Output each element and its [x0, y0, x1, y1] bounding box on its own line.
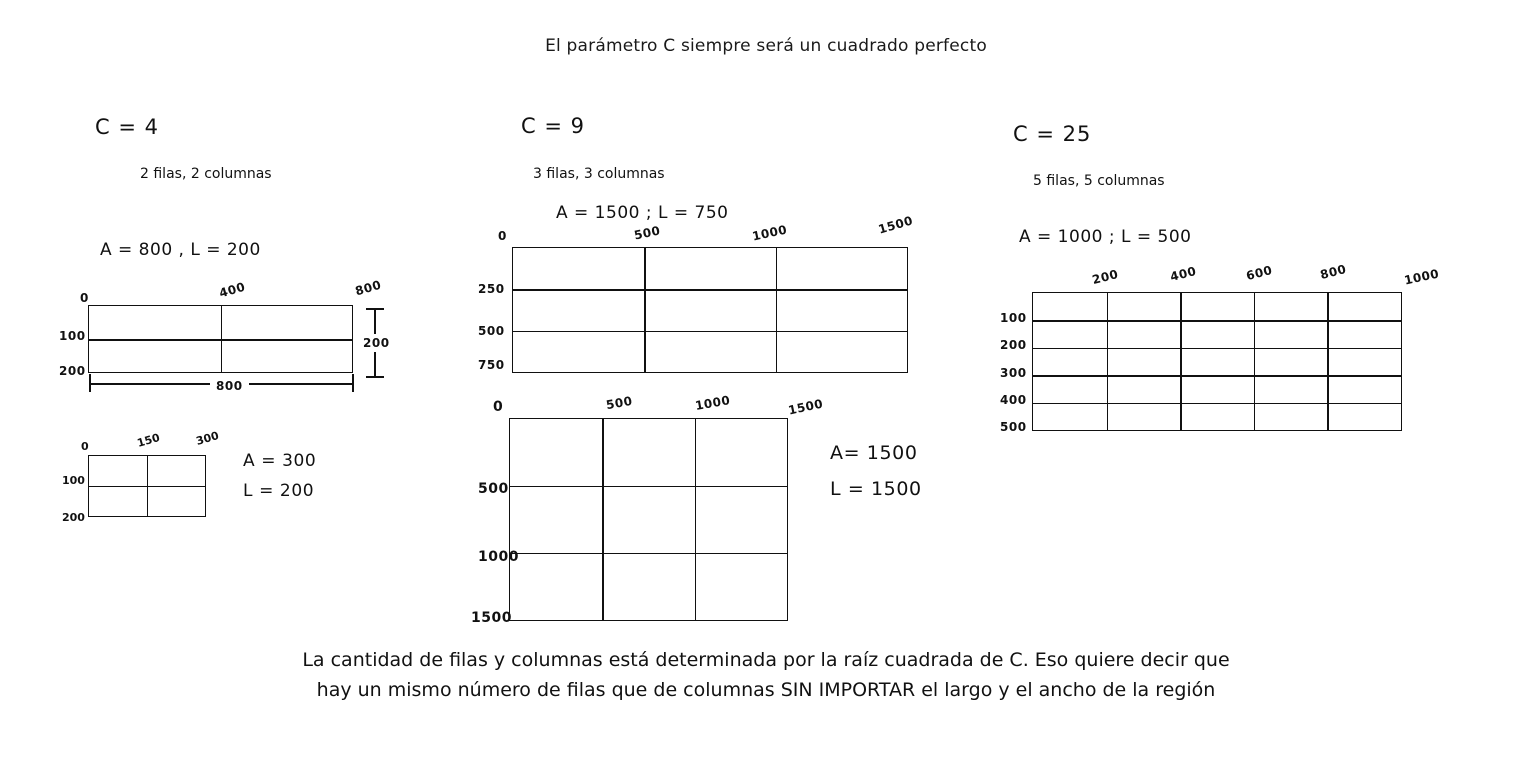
example-2-grid-2-xtick-1: 500 — [604, 393, 634, 413]
grid-hline — [510, 486, 787, 487]
example-2-grid-1-dims: A = 1500 ; L = 750 — [556, 203, 729, 223]
footer-line-1: La cantidad de filas y columnas está determinada por la raíz cuadrada de C. Eso quiere decir que — [302, 649, 1230, 671]
example-2-c-label: C = 9 — [521, 114, 585, 138]
example-2-grid-1-ytick-1: 250 — [478, 282, 505, 296]
height-bracket-cap-bottom — [366, 376, 384, 378]
example-3-grid-1-ytick-2: 300 — [1000, 366, 1027, 380]
example-1-grid-1-height-annotation: 200 — [363, 336, 390, 350]
grid-hline — [1033, 403, 1401, 405]
example-2-grid-1-xtick-3: 1500 — [876, 213, 915, 237]
example-1-grid-1-ytick-0: 100 — [59, 329, 86, 343]
example-3-grid-1-ytick-0: 100 — [1000, 311, 1027, 325]
grid-hline — [513, 289, 907, 291]
example-1-c-label: C = 4 — [95, 115, 159, 139]
example-1-grid-2-xtick-0: 0 — [81, 440, 89, 453]
example-1-grid-2-ytick-0: 100 — [62, 474, 85, 487]
grid-hline — [89, 486, 205, 487]
example-2-grid-1-ytick-3: 750 — [478, 358, 505, 372]
example-1-grid-1-width-annotation: 800 — [210, 379, 249, 393]
example-1-grid-1-dims: A = 800 , L = 200 — [100, 240, 261, 260]
example-1-grid-1-xtick-1: 400 — [217, 279, 247, 301]
example-1-grid-2-ytick-1: 200 — [62, 511, 85, 524]
example-2-grid-1-xtick-0: 0 — [498, 229, 507, 243]
grid-hline — [1033, 375, 1401, 377]
grid-hline — [1033, 348, 1401, 350]
example-3-grid-1-ytick-1: 200 — [1000, 338, 1027, 352]
example-2-grid-2-xtick-2: 1000 — [694, 393, 732, 413]
grid-vline — [1107, 293, 1109, 430]
grid-vline — [776, 248, 778, 372]
example-3-grid-1-ytick-4: 500 — [1000, 420, 1027, 434]
grid-vline — [644, 248, 646, 372]
example-1-grid-2-xtick-2: 300 — [194, 429, 221, 448]
example-2-grid-2-side-label-2: L = 1500 — [830, 478, 922, 500]
grid-vline — [1327, 293, 1329, 430]
page-title: El parámetro C siempre será un cuadrado perfecto — [545, 36, 987, 56]
example-2-grid-2-xtick-3: 1500 — [786, 396, 825, 418]
grid-vline — [602, 419, 603, 620]
example-3-grid-1-dims: A = 1000 ; L = 500 — [1019, 227, 1192, 247]
example-3-grid-1-xtick-3: 800 — [1318, 261, 1348, 283]
example-1-sub-label: 2 filas, 2 columnas — [140, 166, 272, 182]
example-2-grid-2-xtick-0: 0 — [493, 399, 504, 415]
example-1-grid-2 — [88, 455, 206, 517]
example-3-grid-1-xtick-0: 200 — [1090, 266, 1120, 288]
footer-line-2: hay un mismo número de filas que de columnas SIN IMPORTAR el largo y el ancho de la región — [316, 679, 1216, 701]
grid-hline — [510, 553, 787, 554]
example-1-grid-1 — [88, 305, 353, 373]
example-3-grid-1-xtick-4: 1000 — [1402, 266, 1441, 288]
footer-note — [0, 645, 1532, 705]
height-bracket-cap-top — [366, 308, 384, 310]
example-2-grid-2-ytick-2: 1000 — [478, 549, 519, 565]
width-bracket-cap-left — [89, 374, 91, 392]
example-2-grid-1 — [512, 247, 908, 373]
example-3-c-label: C = 25 — [1013, 122, 1092, 146]
grid-vline — [1254, 293, 1256, 430]
example-3-grid-1-xtick-2: 600 — [1244, 262, 1274, 284]
example-1-grid-1-xtick-2: 800 — [353, 277, 383, 299]
example-2-sub-label: 3 filas, 3 columnas — [533, 166, 665, 182]
width-bracket-cap-right — [352, 374, 354, 392]
example-2-grid-2-ytick-3: 1500 — [471, 610, 512, 626]
example-1-grid-1-ytick-1: 200 — [59, 364, 86, 378]
example-1-grid-2-xtick-1: 150 — [135, 431, 162, 450]
grid-vline — [695, 419, 696, 620]
example-2-grid-1-ytick-2: 500 — [478, 324, 505, 338]
example-1-grid-2-side-label-1: A = 300 — [243, 451, 317, 471]
grid-hline — [89, 339, 352, 341]
example-1-grid-2-side-label-2: L = 200 — [243, 481, 315, 501]
example-2-grid-2-side-label-1: A= 1500 — [830, 442, 918, 464]
grid-hline — [1033, 320, 1401, 322]
example-3-grid-1-ytick-3: 400 — [1000, 393, 1027, 407]
example-2-grid-2 — [509, 418, 788, 621]
example-2-grid-1-xtick-2: 1000 — [750, 222, 789, 244]
example-3-grid-1 — [1032, 292, 1402, 431]
grid-vline — [1180, 293, 1182, 430]
grid-hline — [513, 331, 907, 333]
example-2-grid-1-xtick-1: 500 — [632, 223, 662, 243]
example-1-grid-1-xtick-0: 0 — [80, 291, 89, 305]
example-3-grid-1-xtick-1: 400 — [1168, 263, 1198, 285]
example-2-grid-2-ytick-1: 500 — [478, 481, 509, 497]
example-3-sub-label: 5 filas, 5 columnas — [1033, 173, 1165, 189]
